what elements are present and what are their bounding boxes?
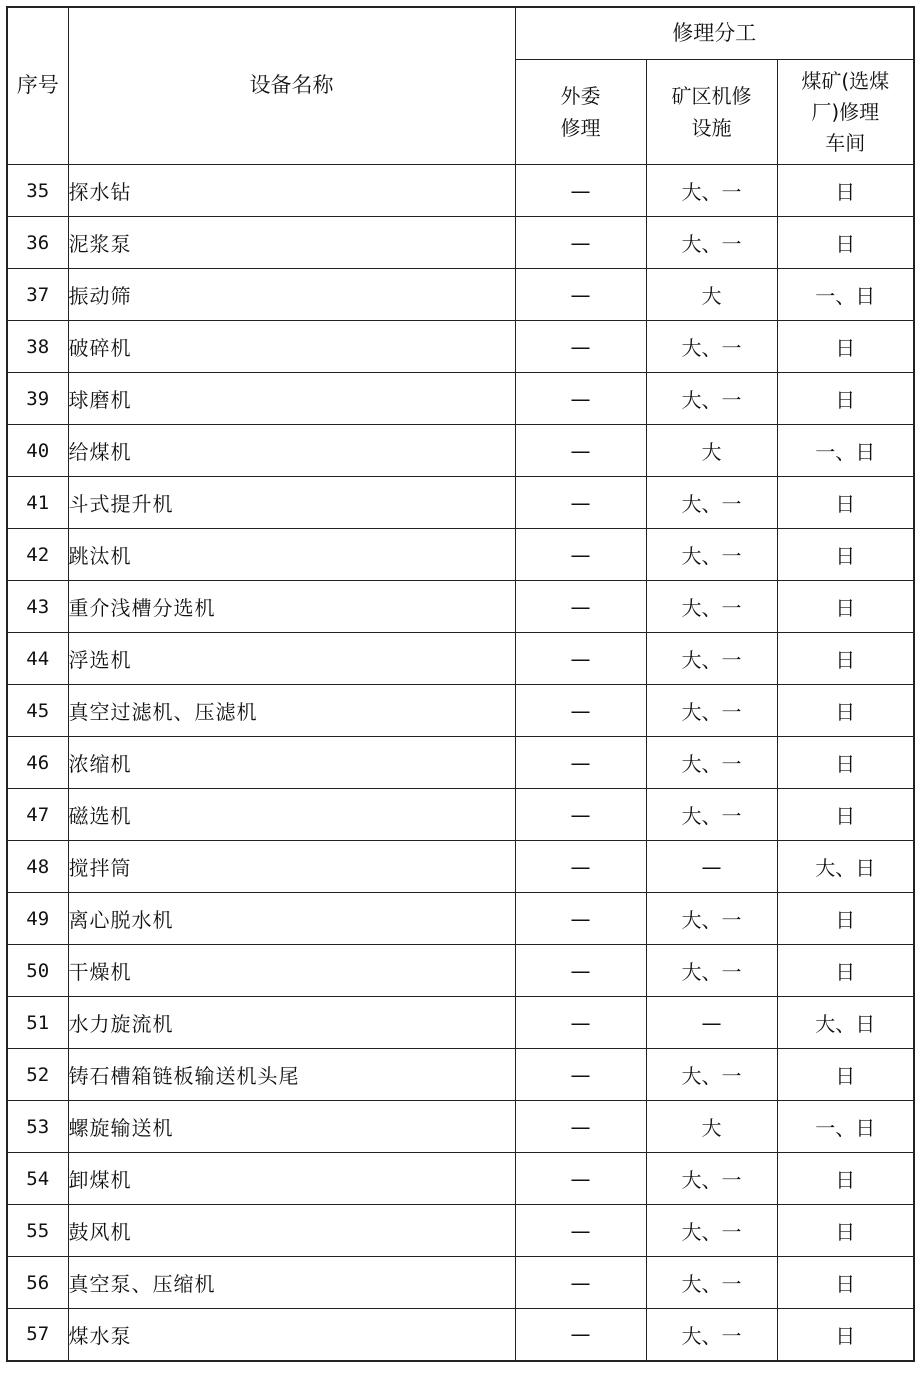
row-number: 39 [7, 373, 68, 425]
outsourced-cell: — [515, 841, 646, 893]
header-workshop-line-2: 厂)修理 [811, 99, 880, 124]
table-row [7, 1049, 914, 1101]
workshop-cell: 一、日 [777, 425, 914, 477]
outsourced-cell: — [515, 1101, 646, 1153]
row-number: 36 [7, 217, 68, 269]
table-row [7, 269, 914, 321]
row-number: 52 [7, 1049, 68, 1101]
header-outsourced-repair [515, 60, 646, 165]
outsourced-cell: — [515, 1205, 646, 1257]
header-repair-division: 修理分工 [515, 7, 914, 60]
row-number: 56 [7, 1257, 68, 1309]
header-workshop [777, 60, 914, 165]
workshop-cell: 日 [777, 893, 914, 945]
mine-facility-cell: 大、一 [646, 789, 777, 841]
equipment-name: 铸石槽箱链板输送机头尾 [68, 1049, 515, 1101]
row-number: 55 [7, 1205, 68, 1257]
mine-facility-cell: 大、一 [646, 165, 777, 217]
row-number: 45 [7, 685, 68, 737]
workshop-cell: 日 [777, 1049, 914, 1101]
table-row [7, 789, 914, 841]
workshop-cell: 日 [777, 477, 914, 529]
equipment-name: 探水钻 [68, 165, 515, 217]
outsourced-cell: — [515, 945, 646, 997]
row-number: 46 [7, 737, 68, 789]
mine-facility-cell: 大、一 [646, 1205, 777, 1257]
equipment-name: 球磨机 [68, 373, 515, 425]
table-row [7, 1101, 914, 1153]
workshop-cell: 日 [777, 685, 914, 737]
equipment-name: 浓缩机 [68, 737, 515, 789]
workshop-cell: 日 [777, 945, 914, 997]
table-body [7, 165, 914, 1361]
table-row [7, 321, 914, 373]
workshop-cell: 日 [777, 1309, 914, 1361]
table-row [7, 1309, 914, 1361]
outsourced-cell: — [515, 893, 646, 945]
equipment-name: 鼓风机 [68, 1205, 515, 1257]
equipment-name: 卸煤机 [68, 1153, 515, 1205]
equipment-name: 真空过滤机、压滤机 [68, 685, 515, 737]
outsourced-cell: — [515, 1257, 646, 1309]
table-row [7, 633, 914, 685]
outsourced-cell: — [515, 685, 646, 737]
outsourced-cell: — [515, 425, 646, 477]
workshop-cell: 日 [777, 1257, 914, 1309]
header-seq: 序号 [7, 7, 68, 165]
workshop-cell: 日 [777, 321, 914, 373]
equipment-name: 煤水泵 [68, 1309, 515, 1361]
mine-facility-cell: 大、一 [646, 217, 777, 269]
row-number: 50 [7, 945, 68, 997]
mine-facility-cell: 大、一 [646, 1257, 777, 1309]
header-mine-repair-facility [646, 60, 777, 165]
table-row [7, 529, 914, 581]
equipment-name: 振动筛 [68, 269, 515, 321]
equipment-name: 真空泵、压缩机 [68, 1257, 515, 1309]
row-number: 37 [7, 269, 68, 321]
mine-facility-cell: 大、一 [646, 581, 777, 633]
outsourced-cell: — [515, 373, 646, 425]
row-number: 49 [7, 893, 68, 945]
row-number: 42 [7, 529, 68, 581]
row-number: 35 [7, 165, 68, 217]
header-workshop-line-1: 煤矿(选煤 [801, 68, 890, 93]
table-row [7, 1205, 914, 1257]
mine-facility-cell: 大、一 [646, 1049, 777, 1101]
mine-facility-cell: 大、一 [646, 685, 777, 737]
table-row [7, 165, 914, 217]
row-number: 44 [7, 633, 68, 685]
outsourced-cell: — [515, 529, 646, 581]
row-number: 43 [7, 581, 68, 633]
mine-facility-cell: 大 [646, 1101, 777, 1153]
outsourced-cell: — [515, 477, 646, 529]
workshop-cell: 日 [777, 529, 914, 581]
equipment-name: 搅拌筒 [68, 841, 515, 893]
equipment-name: 水力旋流机 [68, 997, 515, 1049]
table-row [7, 841, 914, 893]
header-mine-facility-line-2: 设施 [691, 116, 732, 140]
header-workshop-line-3: 车间 [825, 130, 866, 155]
workshop-cell: 日 [777, 789, 914, 841]
mine-facility-cell: 大、一 [646, 529, 777, 581]
mine-facility-cell: 大 [646, 269, 777, 321]
workshop-cell: 大、日 [777, 841, 914, 893]
row-number: 57 [7, 1309, 68, 1361]
outsourced-cell: — [515, 165, 646, 217]
header-outsourced-line-1: 外委 [560, 84, 601, 108]
row-number: 53 [7, 1101, 68, 1153]
equipment-name: 斗式提升机 [68, 477, 515, 529]
outsourced-cell: — [515, 1049, 646, 1101]
table-row [7, 373, 914, 425]
equipment-name: 重介浅槽分选机 [68, 581, 515, 633]
mine-facility-cell: 大、一 [646, 1153, 777, 1205]
mine-facility-cell: 大、一 [646, 373, 777, 425]
outsourced-cell: — [515, 1309, 646, 1361]
outsourced-cell: — [515, 217, 646, 269]
row-number: 41 [7, 477, 68, 529]
table-row [7, 1153, 914, 1205]
mine-facility-cell: — [646, 841, 777, 893]
equipment-name: 跳汰机 [68, 529, 515, 581]
workshop-cell: 日 [777, 1153, 914, 1205]
table-row [7, 1257, 914, 1309]
row-number: 54 [7, 1153, 68, 1205]
table-row [7, 477, 914, 529]
mine-facility-cell: 大、一 [646, 633, 777, 685]
equipment-name: 干燥机 [68, 945, 515, 997]
table-row [7, 737, 914, 789]
table-row [7, 945, 914, 997]
table-row [7, 685, 914, 737]
equipment-name: 螺旋输送机 [68, 1101, 515, 1153]
workshop-cell: 一、日 [777, 269, 914, 321]
repair-division-table-page [6, 6, 913, 1362]
header-outsourced-line-2: 修理 [560, 116, 601, 140]
equipment-name: 泥浆泵 [68, 217, 515, 269]
workshop-cell: 日 [777, 633, 914, 685]
workshop-cell: 日 [777, 737, 914, 789]
table-row [7, 997, 914, 1049]
equipment-name: 磁选机 [68, 789, 515, 841]
workshop-cell: 日 [777, 581, 914, 633]
mine-facility-cell: 大、一 [646, 893, 777, 945]
equipment-name: 破碎机 [68, 321, 515, 373]
mine-facility-cell: — [646, 997, 777, 1049]
outsourced-cell: — [515, 997, 646, 1049]
row-number: 51 [7, 997, 68, 1049]
table-row [7, 217, 914, 269]
table-row [7, 581, 914, 633]
table-row [7, 425, 914, 477]
header-mine-facility-line-1: 矿区机修 [671, 84, 752, 108]
workshop-cell: 一、日 [777, 1101, 914, 1153]
equipment-name: 给煤机 [68, 425, 515, 477]
outsourced-cell: — [515, 581, 646, 633]
outsourced-cell: — [515, 269, 646, 321]
outsourced-cell: — [515, 737, 646, 789]
table-row [7, 893, 914, 945]
workshop-cell: 大、日 [777, 997, 914, 1049]
workshop-cell: 日 [777, 373, 914, 425]
outsourced-cell: — [515, 789, 646, 841]
workshop-cell: 日 [777, 1205, 914, 1257]
mine-facility-cell: 大、一 [646, 945, 777, 997]
equipment-name: 浮选机 [68, 633, 515, 685]
outsourced-cell: — [515, 1153, 646, 1205]
workshop-cell: 日 [777, 217, 914, 269]
outsourced-cell: — [515, 633, 646, 685]
mine-facility-cell: 大、一 [646, 1309, 777, 1361]
outsourced-cell: — [515, 321, 646, 373]
row-number: 38 [7, 321, 68, 373]
row-number: 48 [7, 841, 68, 893]
mine-facility-cell: 大 [646, 425, 777, 477]
header-equipment-name: 设备名称 [68, 7, 515, 165]
mine-facility-cell: 大、一 [646, 321, 777, 373]
workshop-cell: 日 [777, 165, 914, 217]
mine-facility-cell: 大、一 [646, 737, 777, 789]
mine-facility-cell: 大、一 [646, 477, 777, 529]
row-number: 40 [7, 425, 68, 477]
repair-division-table [6, 6, 915, 1362]
equipment-name: 离心脱水机 [68, 893, 515, 945]
row-number: 47 [7, 789, 68, 841]
